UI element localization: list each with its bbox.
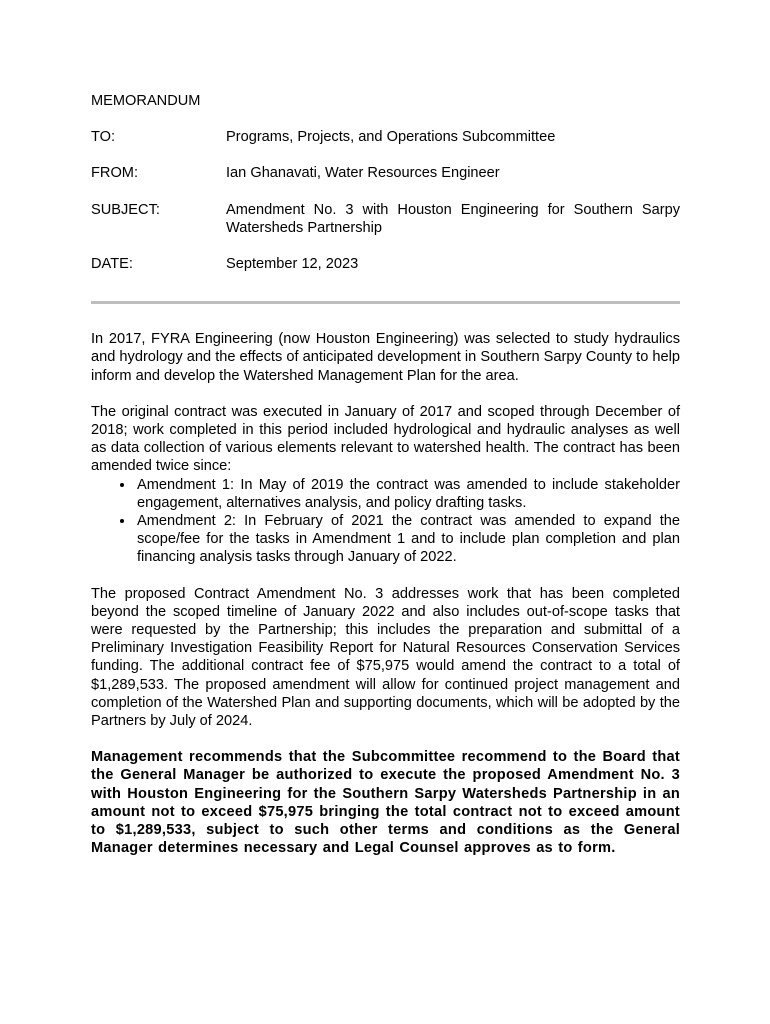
from-row	[91, 164, 680, 182]
amendments-list	[91, 476, 680, 567]
contract-history-paragraph: The original contract was executed in January of 2017 and scoped through December of 2018; work completed in this period included hydrological and hydraulic analyses as well as data collection of various elements relevant to watershed health. The contract has been amended twice since:	[91, 403, 680, 475]
to-label: TO:	[91, 129, 116, 146]
date-row	[91, 255, 680, 273]
subject-row	[91, 201, 680, 237]
subject-label: SUBJECT:	[91, 201, 160, 218]
recommendation-paragraph: Management recommends that the Subcommittee recommend to the Board that the General Manager be authorized to execute the proposed Amendment No. 3 with Houston Engineering for the Southern Sarpy Watersheds Partnership in an amount not to exceed $75,975 bringing the total contract not to exceed amount to $1,289,533, subject to such other terms and conditions as the General Manager determines necessary and Legal Counsel approves as to form.	[91, 749, 680, 857]
subject-value: Amendment No. 3 with Houston Engineering for Southern Sarpy Watersheds Partnership	[226, 201, 680, 236]
to-row	[91, 128, 680, 146]
amendment-2-item: • Amendment 2: In February of 2021 the contract was amended to expand the scope/fee for the tasks in Amendment 1 and to include plan completion and plan financing analysis tasks through January of 2022.	[135, 512, 680, 567]
proposal-paragraph: The proposed Contract Amendment No. 3 addresses work that has been completed beyond the scoped timeline of January 2022 and also includes out-of-scope tasks that were requested by the Partnership; this includes the preparation and submittal of a Preliminary Investigation Feasibility Report for Natural Resources Conservation Services funding. The additional contract fee of $75,975 would amend the contract to a total of $1,289,533. The proposed amendment will allow for continued project management and completion of the Watershed Plan and supporting documents, which will be adopted by the Partners by July of 2024.	[91, 585, 680, 730]
date-value: September 12, 2023	[226, 256, 359, 273]
memo-page	[91, 92, 680, 876]
amendment-1-item: • Amendment 1: In May of 2019 the contract was amended to include stakeholder engagement, alternatives analysis, and policy drafting tasks.	[135, 476, 680, 512]
from-label: FROM:	[91, 165, 139, 182]
from-value: Ian Ghanavati, Water Resources Engineer	[226, 165, 500, 182]
to-value: Programs, Projects, and Operations Subcommittee	[226, 129, 556, 146]
memo-heading: MEMORANDUM	[91, 93, 201, 109]
header-divider	[91, 301, 680, 304]
date-label: DATE:	[91, 256, 133, 273]
background-paragraph: In 2017, FYRA Engineering (now Houston Engineering) was selected to study hydraulics and hydrology and the effects of anticipated development in Southern Sarpy County to help inform and develop the Watershed Management Plan for the area.	[91, 331, 680, 384]
